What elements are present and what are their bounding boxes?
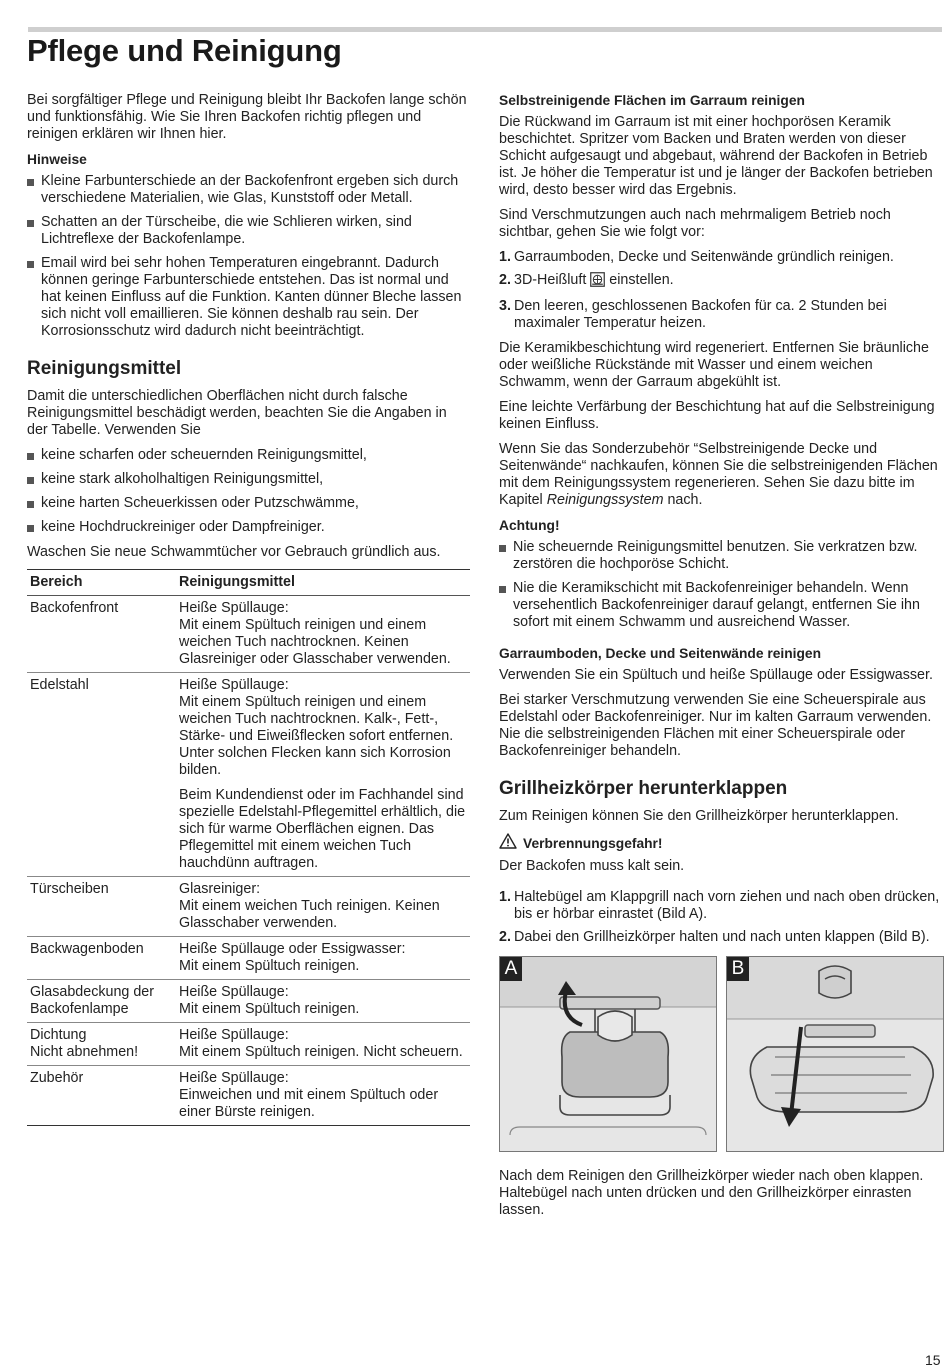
agent-detail: Mit einem Spültuch reinigen. <box>179 958 360 974</box>
list-item: keine stark alkoholhaltigen Reinigungsmittel, <box>27 471 470 488</box>
figure-a-label: A <box>500 957 522 981</box>
page-number: 15 <box>925 1352 941 1368</box>
table-row <box>27 1066 470 1126</box>
agent-name: Heiße Spüllauge: <box>179 677 289 693</box>
cell-area: Backofenfront <box>27 596 176 673</box>
intro-paragraph: Bei sorgfältiger Pflege und Reinigung bleibt Ihr Backofen lange schön und funktionsfähig. Wie Sie Ihren Backofen richtig pflegen und reinigen erklären wir Ihnen hier. <box>27 92 467 142</box>
step-number: 3. <box>499 298 511 314</box>
table-row <box>27 673 470 877</box>
agent-detail: Mit einem Spültuch reinigen und einem weichen Tuch nachtrocknen. Keinen Glasreiniger oder Glasschaber verwenden. <box>179 617 451 667</box>
list-item: keine scharfen oder scheuernden Reinigungsmittel, <box>27 447 470 464</box>
cell-area: Glasabdeckung der Backofenlampe <box>27 980 176 1023</box>
agent-name: Heiße Spüllauge: <box>179 1027 289 1043</box>
figure-b-illustration <box>727 957 943 1151</box>
cleaning-table <box>27 569 470 1126</box>
grill-heading: Grillheizkörper herunterklappen <box>499 778 788 799</box>
list-item: Email wird bei sehr hohen Temperaturen eingebrannt. Dadurch können geringe Farbunterschiede entstehen. Das ist normal und hat keinen Einfluss auf die Funktion. Kanten dünner Bleche lassen sich nicht voll emaillieren. Sie können deshalb rau sein. Der Korrosionsschutz wird dadurch nicht beeinträchtigt. <box>27 255 470 340</box>
step-text: Haltebügel am Klappgrill nach vorn ziehen und nach oben drücken, bis er hörbar einrastet (Bild A). <box>514 889 940 922</box>
table-row <box>27 596 470 673</box>
right-column <box>499 92 942 1227</box>
list-item: keine harten Scheuerkissen oder Putzschwämme, <box>27 495 470 512</box>
step-text: einstellen. <box>609 272 674 288</box>
cell-agent <box>176 673 470 877</box>
table-row <box>27 980 470 1023</box>
step-item <box>499 929 942 946</box>
list-item: Schatten an der Türscheibe, die wie Schlieren wirken, sind Lichtreflexe der Backofenlampe. <box>27 214 470 248</box>
step-number: 1. <box>499 889 511 905</box>
warning-line <box>499 833 942 853</box>
top-rule <box>28 27 942 32</box>
table-row <box>27 937 470 980</box>
cell-area: Türscheiben <box>27 877 176 937</box>
agent-detail: Einweichen und mit einem Spültuch oder einer Bürste reinigen. <box>179 1087 439 1120</box>
agent-detail: Mit einem weichen Tuch reinigen. Keinen Glasschaber verwenden. <box>179 898 440 931</box>
figure-a <box>499 956 717 1152</box>
cell-area: Zubehör <box>27 1066 176 1126</box>
selbst-steps <box>499 249 942 332</box>
page-title: Pflege und Reinigung <box>27 33 342 68</box>
cell-area: Backwagenboden <box>27 937 176 980</box>
step-number: 2. <box>499 929 511 945</box>
step-item <box>499 298 942 332</box>
cell-agent <box>176 1023 470 1066</box>
agent-name: Heiße Spüllauge oder Essigwasser: <box>179 941 406 957</box>
garraum-p1: Verwenden Sie ein Spültuch und heiße Spüllauge oder Essigwasser. <box>499 667 933 683</box>
selbst-p5-text: Wenn Sie das Sonderzubehör “Selbstreinigende Decke und Seitenwände“ nachkaufen, können Sie die selbstreinigenden Flächen mit dem Reinigungssystem regenerieren. Sehen Sie dazu bitte im Kapitel <box>499 441 938 508</box>
step-text: Den leeren, geschlossenen Backofen für ca. 2 Stunden bei maximaler Temperatur heizen. <box>514 298 887 331</box>
step-text: Garraumboden, Decke und Seitenwände gründlich reinigen. <box>514 249 894 265</box>
agent-name: Heiße Spüllauge: <box>179 1070 289 1086</box>
agent-detail: Mit einem Spültuch reinigen. Nicht scheuern. <box>179 1044 463 1060</box>
grill-outro: Nach dem Reinigen den Grillheizkörper wieder nach oben klappen. Haltebügel nach unten drücken und den Grillheizkörper einrasten lassen. <box>499 1168 924 1218</box>
table-row <box>27 877 470 937</box>
cell-area: Dichtung Nicht abnehmen! <box>27 1023 176 1066</box>
selbst-p1: Die Rückwand im Garraum ist mit einer hochporösen Keramik beschichtet. Spritzer vom Backen und Braten werden von dieser Schicht aufgesaugt und abgebaut, während der Backofen in Betrieb ist. Je höher die Temperatur ist und je länger der Backofen betrieben wird, desto besser wird das Ergebnis. <box>499 114 933 198</box>
agent-name: Heiße Spüllauge: <box>179 984 289 1000</box>
selbst-p2: Sind Verschmutzungen auch nach mehrmaligem Betrieb noch sichtbar, gehen Sie wie folgt vor: <box>499 207 891 240</box>
step-item <box>499 889 942 923</box>
figures <box>499 956 942 1154</box>
step-number: 1. <box>499 249 511 265</box>
step-text: Dabei den Grillheizkörper halten und nach unten klappen (Bild B). <box>514 929 930 945</box>
step-item <box>499 272 942 292</box>
table-row <box>27 1023 470 1066</box>
agent-name: Heiße Spüllauge: <box>179 600 289 616</box>
achtung-list <box>499 539 942 631</box>
cell-area: Edelstahl <box>27 673 176 877</box>
reinigungsmittel-intro: Damit die unterschiedlichen Oberflächen nicht durch falsche Reinigungsmittel beschädigt werden, beachten Sie die Angaben in der Tabelle. Verwenden Sie <box>27 388 447 438</box>
cell-agent <box>176 980 470 1023</box>
table-header-row <box>27 570 470 596</box>
selbst-p5-text-end: nach. <box>663 492 703 508</box>
warning-label: Verbrennungsgefahr! <box>523 835 663 851</box>
agent-extra: Beim Kundendienst oder im Fachhandel sind spezielle Edelstahl-Pflegemittel erhältlich, die sich für warme Oberflächen eignen. Das Pflegemittel mit einem weichen Tuch hauchdünn auftragen. <box>179 787 466 871</box>
cell-agent <box>176 596 470 673</box>
figure-b-label: B <box>727 957 749 981</box>
garraum-p2: Bei starker Verschmutzung verwenden Sie eine Scheuerspirale aus Edelstahl oder Backofenreiniger. Nur im kalten Garraum verwenden. Nie die selbstreinigenden Flächen mit einer Scheuerspirale oder Backofenreiniger behandeln. <box>499 692 932 759</box>
garraum-heading: Garraumboden, Decke und Seitenwände reinigen <box>499 646 822 661</box>
list-item: Kleine Farbunterschiede an der Backofenfront ergeben sich durch verschiedene Materialien, wie Glas, Kunststoff oder Metall. <box>27 173 470 207</box>
warning-icon <box>499 833 523 853</box>
list-item: Nie scheuernde Reinigungsmittel benutzen. Sie verkratzen bzw. zerstören die hochporöse Schicht. <box>499 539 942 573</box>
selbst-p5-emphasis: Reinigungssystem <box>546 492 664 508</box>
step-text: 3D-Heißluft <box>514 272 587 288</box>
agent-detail: Mit einem Spültuch reinigen. <box>179 1001 360 1017</box>
agent-detail: Mit einem Spültuch reinigen und einem weichen Tuch nachtrocknen. Kalk-, Fett-, Stärke- und Eiweißflecken sofort entfernen. Unter solchen Flecken kann sich Korrosion bilden. <box>179 694 454 778</box>
list-item: Nie die Keramikschicht mit Backofenreiniger behandeln. Wenn versehentlich Backofenreiniger darauf gelangt, entfernen Sie ihn sofort mit einem Schwamm und ausreichend Wasser. <box>499 580 942 631</box>
cell-agent <box>176 877 470 937</box>
agent-name: Glasreiniger: <box>179 881 261 897</box>
grill-steps <box>499 889 942 946</box>
reinigungsmittel-list <box>27 447 470 536</box>
left-column <box>27 92 470 1126</box>
column-header: Reinigungsmittel <box>176 570 470 596</box>
achtung-heading: Achtung! <box>499 518 560 533</box>
reinigungsmittel-heading: Reinigungsmittel <box>27 358 182 379</box>
hinweise-heading: Hinweise <box>27 152 87 167</box>
list-item: keine Hochdruckreiniger oder Dampfreiniger. <box>27 519 470 536</box>
3d-hot-air-icon <box>590 272 605 292</box>
hinweise-list <box>27 173 470 340</box>
step-number: 2. <box>499 272 511 288</box>
reinigungsmittel-note: Waschen Sie neue Schwammtücher vor Gebrauch gründlich aus. <box>27 544 441 560</box>
cell-agent <box>176 937 470 980</box>
grill-intro: Zum Reinigen können Sie den Grillheizkörper herunterklappen. <box>499 808 899 824</box>
selbst-p3: Die Keramikbeschichtung wird regeneriert. Entfernen Sie bräunliche oder weißliche Rückstände mit Wasser und einem weichen Schwamm, wenn der Garraum abgekühlt ist. <box>499 340 929 390</box>
selbst-heading: Selbstreinigende Flächen im Garraum reinigen <box>499 93 805 108</box>
figure-a-illustration <box>500 957 716 1151</box>
step-item <box>499 249 942 266</box>
selbst-p5 <box>499 441 942 509</box>
selbst-p4: Eine leichte Verfärbung der Beschichtung hat auf die Selbstreinigung keinen Einfluss. <box>499 399 935 432</box>
column-header: Bereich <box>27 570 176 596</box>
cell-agent <box>176 1066 470 1126</box>
figure-b <box>726 956 944 1152</box>
warning-text: Der Backofen muss kalt sein. <box>499 858 685 874</box>
